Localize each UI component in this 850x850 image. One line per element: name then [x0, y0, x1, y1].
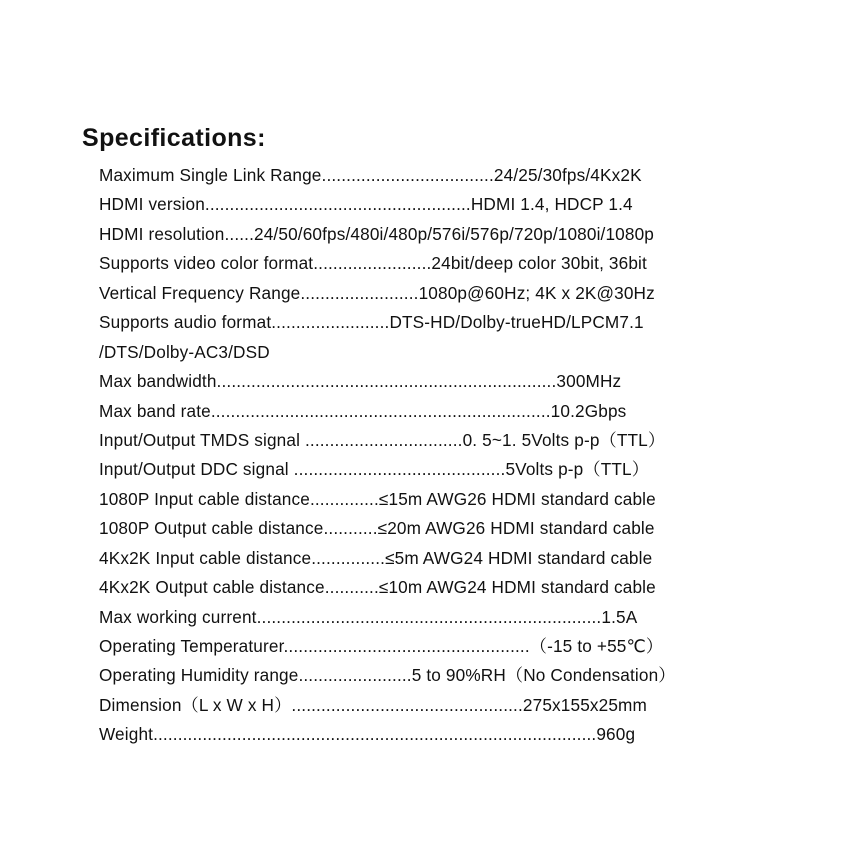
spec-operating-temperature: Operating Temperaturer..................................................（-15 to +55℃）: [99, 636, 664, 656]
spec-vertical-frequency-range: Vertical Frequency Range........................1080p@60Hz; 4K x 2K@30Hz: [99, 282, 655, 303]
specifications-list: [99, 161, 779, 750]
spec-audio-format-continued: /DTS/Dolby-AC3/DSD: [99, 341, 270, 362]
spec-dimension: Dimension（L x W x H）...............................................275x155x25mm: [99, 694, 647, 715]
page-title: Specifications:: [82, 124, 266, 152]
spec-operating-humidity-range: Operating Humidity range.......................5 to 90%RH（No Condensation）: [99, 665, 676, 686]
spec-tmds-signal: Input/Output TMDS signal ................................0. 5~1. 5Volts p-p（TTL）: [99, 429, 666, 450]
spec-audio-format: Supports audio format........................DTS-HD/Dolby-trueHD/LPCM7.1: [99, 312, 644, 333]
spec-ddc-signal: Input/Output DDC signal ...........................................5Volts p-p（TTL）: [99, 459, 650, 480]
spec-4kx2k-output-cable-distance: 4Kx2K Output cable distance...........≤10m AWG24 HDMI standard cable: [99, 577, 656, 598]
spec-1080p-output-cable-distance: 1080P Output cable distance...........≤20m AWG26 HDMI standard cable: [99, 518, 655, 539]
spec-video-color-format: Supports video color format........................24bit/deep color 30bit, 36bit: [99, 253, 647, 274]
spec-maximum-single-link-range: Maximum Single Link Range...................................24/25/30fps/4Kx2K: [99, 165, 642, 185]
spec-1080p-input-cable-distance: 1080P Input cable distance..............≤15m AWG26 HDMI standard cable: [99, 488, 656, 509]
spec-max-working-current: Max working current......................................................................1.5A: [99, 606, 638, 627]
spec-max-bandwidth: Max bandwidth.....................................................................300MHz: [99, 371, 622, 392]
spec-max-band-rate: Max band rate.....................................................................10.2Gbps: [99, 400, 627, 421]
spec-hdmi-version: HDMI version......................................................HDMI 1.4, HDCP 1.4: [99, 194, 633, 215]
spec-4kx2k-input-cable-distance: 4Kx2K Input cable distance...............≤5m AWG24 HDMI standard cable: [99, 547, 653, 568]
spec-hdmi-resolution: HDMI resolution......24/50/60fps/480i/480p/576i/576p/720p/1080i/1080p: [99, 223, 655, 244]
spec-weight: Weight..........................................................................................960g: [99, 724, 636, 745]
